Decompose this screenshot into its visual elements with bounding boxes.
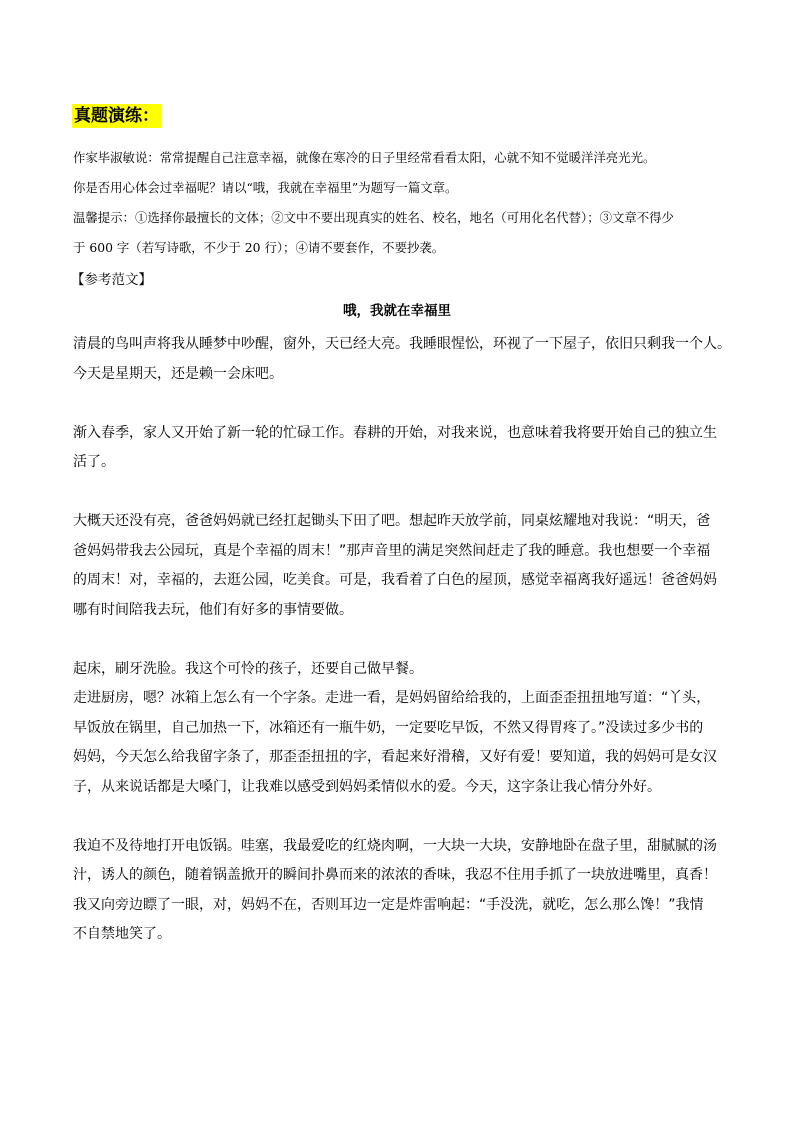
- essay-line: 早饭放在锅里，自己加热一下，冰箱还有一瓶牛奶，一定要吃早饭，不然又得胃疼了。”没读过多少书的: [73, 719, 704, 736]
- essay-line: 大概天还没有亮，爸爸妈妈就已经扛起锄头下田了吧。想起昨天放学前，同桌炫耀地对我说：“明天，爸: [73, 513, 711, 529]
- essay-line: 不自禁地笑了。: [73, 926, 171, 942]
- essay-line: 的周末！对，幸福的，去逛公园，吃美食。可是，我看着了白色的屋顶，感觉幸福离我好遥远！爸爸妈妈: [73, 572, 717, 588]
- essay-paragraph: [73, 419, 733, 478]
- essay-line: 我迫不及待地打开电饭锅。哇塞，我最爱吃的红烧肉啊，一大块一大块，安静地卧在盘子里，甜腻腻的汤: [73, 837, 717, 854]
- essay-line: 子，从来说话都是大嗓门，让我难以感受到妈妈柔情似水的爱。今天，这字条让我心情分外好。: [73, 778, 661, 795]
- section-heading: 真题演练：: [74, 106, 159, 126]
- essay-line: 渐入春季，家人又开始了新一轮的忙碌工作。春耕的开始，对我来说，也意味着我将要开始自己的独立生: [73, 424, 717, 441]
- essay-line: 汁，诱人的颜色，随着锅盖掀开的瞬间扑鼻而来的浓浓的香味，我忍不住用手抓了一块放进嘴里，真香！: [73, 867, 717, 883]
- prompt-line: 作家毕淑敏说：常常提醒自己注意幸福，就像在寒冷的日子里经常看看太阳，心就不知不觉暖洋洋亮光光。: [73, 150, 656, 165]
- essay-line: 清晨的鸟叫声将我从睡梦中吵醒，窗外，天已经大亮。我睡眼惺忪，环视了一下屋子，依旧只剩我一个人。: [73, 336, 731, 352]
- writing-prompt: [73, 143, 733, 263]
- essay-paragraph: [73, 655, 733, 803]
- essay-line: 走进厨房，嗯？冰箱上怎么有一个字条。走进一看，是妈妈留给给我的，上面歪歪扭扭地写道：“丫头，: [73, 690, 711, 706]
- essay-line: 哪有时间陪我去玩，他们有好多的事情要做。: [73, 601, 353, 618]
- essay-line: 今天是星期天，还是赖一会床吧。: [73, 365, 283, 382]
- essay-body: [73, 330, 733, 950]
- essay-title: 哦，我就在幸福里: [343, 303, 451, 319]
- essay-paragraph: [73, 832, 733, 950]
- prompt-line: 于 600 字（若写诗歌，不少于 20 行）；④请不要套作，不要抄袭。: [73, 240, 445, 255]
- essay-line: 爸妈妈带我去公园玩，真是个幸福的周末！”那声音里的满足突然间赶走了我的睡意。我也想要一个幸福: [73, 542, 711, 559]
- essay-line: 活了。: [73, 454, 115, 470]
- prompt-line: 你是否用心体会过幸福呢？请以“哦，我就在幸福里”为题写一篇文章。: [73, 180, 458, 195]
- reference-label: 【参考范文】: [71, 272, 152, 288]
- essay-line: 妈妈，今天怎么给我留字条了，那歪歪扭扭的字，看起来好滑稽，又好有爱！要知道，我的妈妈可是女汉: [73, 749, 717, 765]
- essay-paragraph: [73, 507, 733, 625]
- essay-paragraph: [73, 330, 733, 389]
- essay-line: 起床，刷牙洗脸。我这个可怜的孩子，还要自己做早餐。: [73, 660, 423, 677]
- prompt-line: 温馨提示：①选择你最擅长的文体；②文中不要出现真实的姓名、校名，地名（可用化名代替）；③文章不得少: [73, 210, 674, 225]
- essay-line: 我又向旁边瞟了一眼，对，妈妈不在，否则耳边一定是炸雷响起：“手没洗，就吃，怎么那么馋！”我情: [73, 896, 704, 913]
